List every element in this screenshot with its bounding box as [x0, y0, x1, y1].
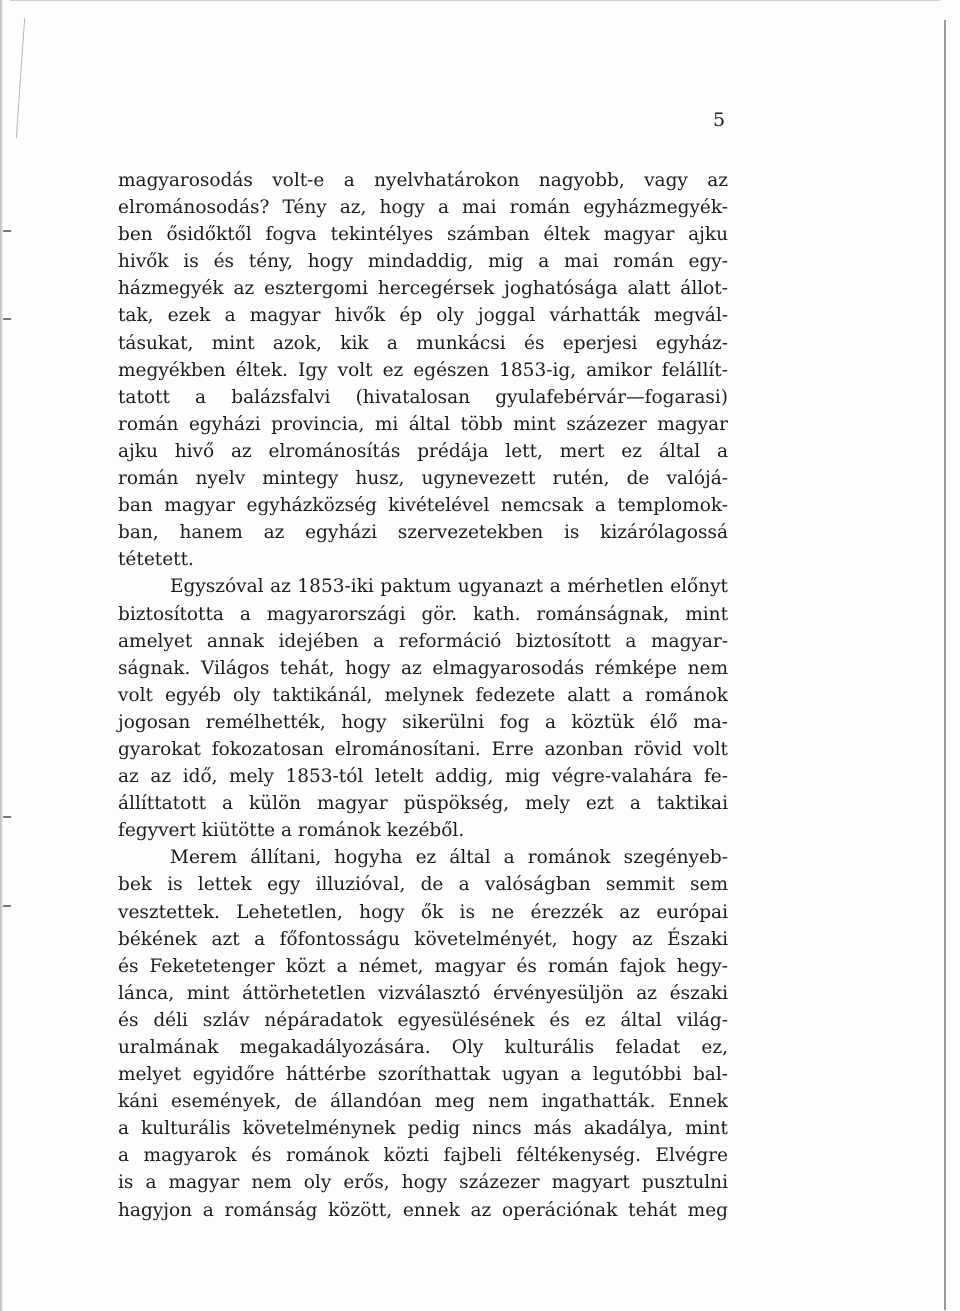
text-line: volt egyéb oly taktikánál, melynek fedezete alatt a románok — [118, 684, 728, 706]
page-left-edge — [0, 0, 3, 1311]
page-top-edge — [10, 0, 940, 23]
text-line: uralmának megakadályozására. Oly kulturális feladat ez, — [118, 1037, 728, 1058]
text-line: bek is lettek egy illuzióval, de a valóságban semmit sem — [118, 874, 728, 896]
text-line: a magyarok és románok közti fajbeli féltékenység. Elvégre — [118, 1145, 728, 1167]
text-line: ben ősidőktől fogva tekintélyes számban éltek magyar ajku — [118, 224, 728, 246]
text-line: lánca, mint áttörhetetlen vizválasztó érvényesüljön az északi — [118, 982, 728, 1004]
text-line: megyékben éltek. Igy volt ez egészen 1853-ig, amikor felállít- — [118, 359, 728, 381]
margin-mark — [3, 816, 11, 818]
page-fold-line — [16, 18, 25, 138]
page-number: 5 — [713, 109, 726, 131]
text-line: magyarosodás volt-e a nyelvhatárokon nagyobb, vagy az — [118, 170, 728, 191]
text-line: tásukat, mint azok, kik a munkácsi és eperjesi egyház- — [118, 332, 728, 354]
text-line: Egyszóval az 1853-iki paktum ugyanazt a mérhetlen előnyt — [170, 576, 728, 598]
text-line: tétetett. — [118, 549, 194, 571]
page-right-edge — [944, 20, 946, 1310]
text-line: elrománosodás? Tény az, hogy a mai román egyházmegyék- — [118, 197, 728, 219]
text-line: káni események, de állandóan meg nem ingathatták. Ennek — [118, 1091, 728, 1113]
text-line: jogosan remélhették, hogy sikerülni fog a köztük élő ma- — [118, 711, 728, 733]
text-line: Merem állítani, hogyha ez által a románok szegényeb- — [170, 847, 728, 869]
body-text — [118, 167, 728, 1224]
text-line: és Feketetenger közt a német, magyar és román fajok hegy- — [118, 955, 728, 977]
text-line: biztosította a magyarországi gör. kath. románságnak, mint — [118, 603, 728, 625]
margin-mark — [3, 318, 11, 320]
margin-mark — [3, 905, 11, 907]
text-line: házmegyék az esztergomi hercegérsek joghatósága alatt állot- — [118, 278, 728, 300]
text-line: hagyjon a románság között, ennek az operációnak tehát meg — [118, 1199, 728, 1221]
text-line: tak, ezek a magyar hivők ép oly joggal várhatták megvál- — [118, 305, 728, 327]
text-line: vesztettek. Lehetetlen, hogy ők is ne érezzék az európai — [118, 901, 728, 923]
text-line: gyarokat fokozatosan elrománosítani. Erre azonban rövid volt — [118, 738, 728, 760]
margin-mark — [3, 230, 11, 232]
text-line: román egyházi provincia, mi által több mint százezer magyar — [118, 413, 728, 435]
text-line: amelyet annak idejében a reformáció biztosított a magyar- — [118, 630, 728, 652]
text-line: ban magyar egyházközség kivételével nemcsak a templomok- — [118, 495, 728, 517]
text-line: ban, hanem az egyházi szervezetekben is kizárólagossá — [118, 522, 728, 544]
text-line: hivők is és tény, hogy mindaddig, mig a mai román egy- — [118, 251, 728, 273]
text-line: állíttatott a külön magyar püspökség, mely ezt a taktikai — [118, 793, 728, 815]
text-line: és déli szláv népáradatok egyesülésének és ez által világ- — [118, 1009, 728, 1031]
text-line: melyet egyidőre háttérbe szoríthattak ugyan a legutóbbi bal- — [118, 1064, 728, 1086]
text-line: fegyvert kiütötte a románok kezéből. — [118, 820, 465, 842]
text-line: a kulturális követelménynek pedig nincs más akadálya, mint — [118, 1118, 728, 1140]
text-line: román nyelv mintegy husz, ugynevezett rutén, de valójá- — [118, 468, 728, 490]
text-line: is a magyar nem oly erős, hogy százezer magyart pusztulni — [118, 1172, 728, 1194]
text-line: az az idő, mely 1853-tól letelt addig, mig végre-valahára fe- — [118, 766, 728, 788]
text-line: ságnak. Világos tehát, hogy az elmagyarosodás rémképe nem — [118, 657, 728, 679]
text-line: békének azt a főfontosságu követelményét, hogy az Északi — [118, 928, 728, 950]
text-line: ajku hivő az elrománosítás prédája lett, mert ez által a — [118, 440, 728, 462]
text-line: tatott a balázsfalvi (hivatalosan gyulafebérvár—fogarasi) — [118, 386, 728, 408]
